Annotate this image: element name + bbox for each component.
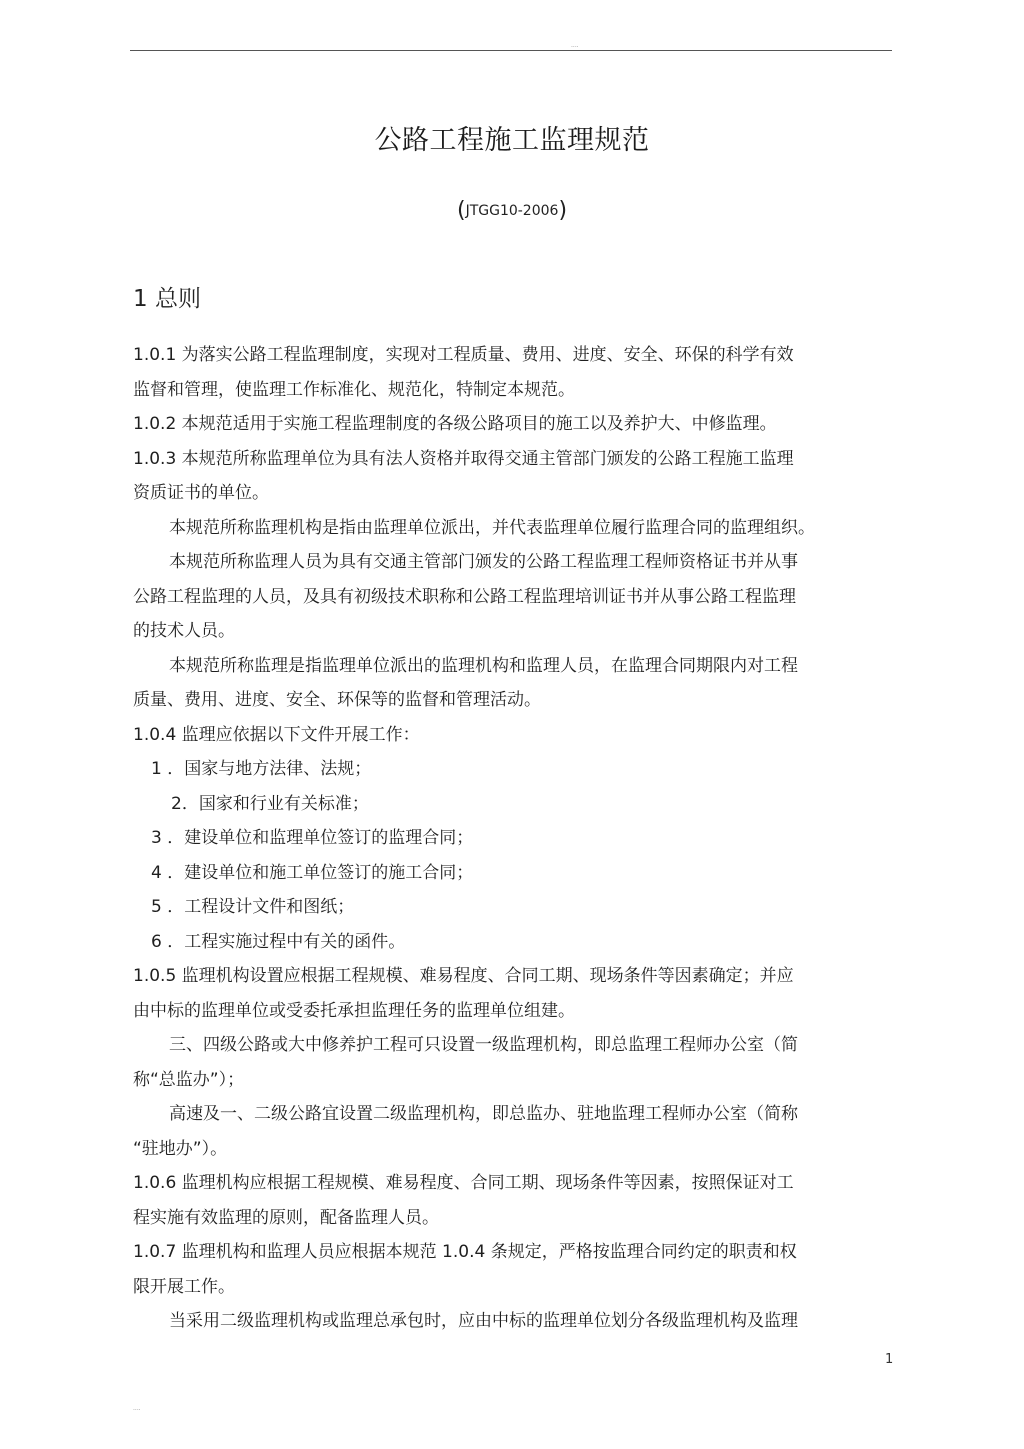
text-line: 称“总监办”）； [133,1069,245,1090]
text-line: 1.0.5 监理机构设置应根据工程规模、难易程度、合同工期、现场条件等因素确定；并应 [133,966,794,986]
text-line: 监督和管理，使监理工作标准化、规范化，特制定本规范。 [133,379,575,400]
list-item: 4 ．建设单位和施工单位签订的施工合同； [151,862,474,883]
text-line: 程实施有效监理的原则，配备监理人员。 [133,1207,439,1228]
list-item: 1 ．国家与地方法律、法规； [151,759,372,779]
text-line: 1.0.4 监理应依据以下文件开展工作： [133,724,420,745]
text-line: 本规范所称监理人员为具有交通主管部门颁发的公路工程监理工程师资格证书并从事 [169,552,798,572]
text-line: 1.0.2 本规范适用于实施工程监理制度的各级公路项目的施工以及养护大、中修监理。 [133,414,777,434]
list-item: 3 ．建设单位和监理单位签订的监理合同； [151,828,474,848]
text-line: 当采用二级监理机构或监理总承包时，应由中标的监理单位划分各级监理机构及监理 [169,1311,798,1331]
code-close-paren: ) [558,198,568,223]
footer-dots: .... [133,1405,141,1412]
text-line: 公路工程监理的人员，及具有初级技术职称和公路工程监理培训证书并从事公路工程监理 [133,586,796,607]
text-line: 由中标的监理单位或受委托承担监理任务的监理单位组建。 [133,1000,575,1021]
page-number: 1 [885,1352,894,1367]
text-line: 三、四级公路或大中修养护工程可只设置一级监理机构，即总监理工程师办公室（简 [169,1035,798,1055]
list-item: 2．国家和行业有关标准； [171,793,369,814]
text-line: 1.0.3 本规范所称监理单位为具有法人资格并取得交通主管部门颁发的公路工程施工监理 [133,448,794,469]
code-open-paren: ( [456,198,466,223]
text-line: 1.0.6 监理机构应根据工程规模、难易程度、合同工期、现场条件等因素，按照保证对工 [133,1173,794,1193]
code-text: JTGG10-2006 [465,203,559,219]
header-rule [130,50,892,51]
text-line: 本规范所称监理是指监理单位派出的监理机构和监理人员，在监理合同期限内对工程 [169,655,798,676]
text-line: 质量、费用、进度、安全、环保等的监督和管理活动。 [133,690,541,710]
body-text [133,338,885,1339]
text-line: 的技术人员。 [133,621,235,641]
text-line: 1.0.1 为落实公路工程监理制度，实现对工程质量、费用、进度、安全、环保的科学有效 [133,345,794,365]
standard-code [0,198,1024,223]
text-line: 资质证书的单位。 [133,483,269,503]
header-dots: .... [571,42,579,49]
document-title: 公路工程施工监理规范 [374,125,650,156]
text-line: 本规范所称监理机构是指由监理单位派出，并代表监理单位履行监理合同的监理组织。 [169,517,815,538]
section-heading: 1 总则 [133,286,201,312]
list-item: 6 ．工程实施过程中有关的函件。 [151,931,406,952]
text-line: 限开展工作。 [133,1276,235,1297]
text-line: 高速及一、二级公路宜设置二级监理机构，即总监办、驻地监理工程师办公室（简称 [169,1104,798,1124]
text-line: 1.0.7 监理机构和监理人员应根据本规范 1.0.4 条规定，严格按监理合同约定的职责和权 [133,1242,797,1262]
list-item: 5 ．工程设计文件和图纸； [151,897,355,917]
text-line: “驻地办”）。 [133,1138,228,1159]
